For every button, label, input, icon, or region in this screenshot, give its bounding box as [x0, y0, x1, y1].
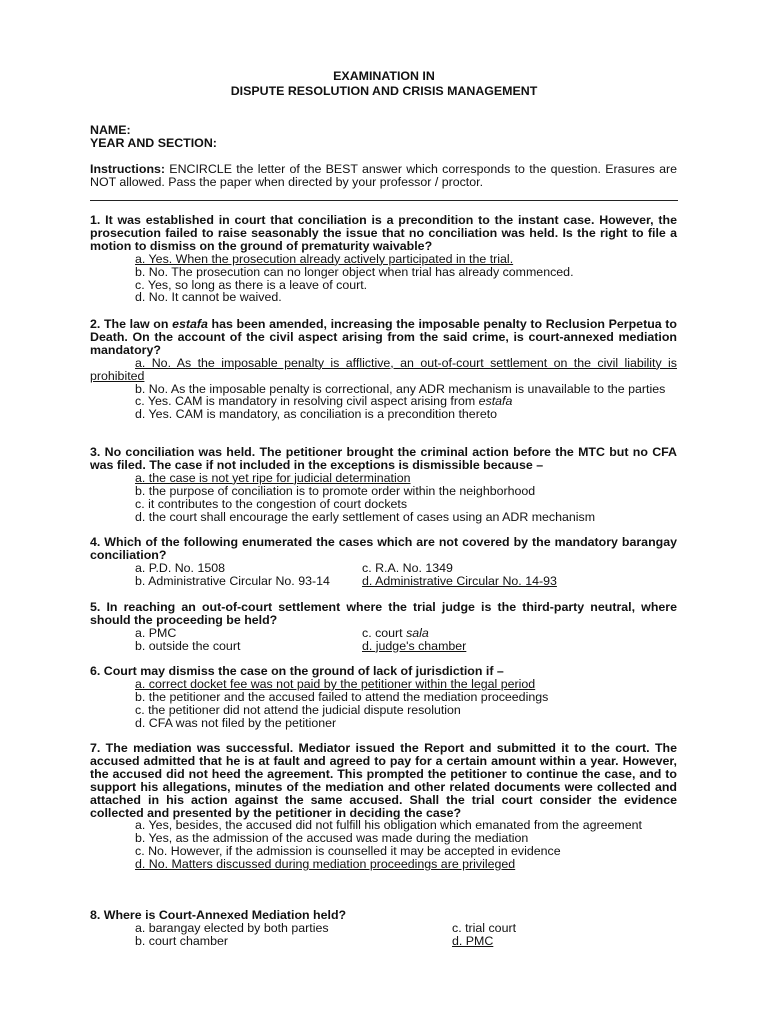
- question-1: [90, 214, 677, 304]
- choice-c[interactable]: c. it contributes to the congestion of court dockets: [135, 496, 408, 511]
- choice-b[interactable]: b. court chamber: [135, 933, 228, 948]
- choice-c[interactable]: c. trial court: [452, 920, 517, 935]
- question-8: [90, 909, 677, 948]
- choice-b[interactable]: b. Yes, as the admission of the accused was made during the mediation: [135, 831, 529, 846]
- choice-a[interactable]: [90, 357, 677, 383]
- choice-a[interactable]: [90, 472, 677, 485]
- choice-d[interactable]: d. Yes. CAM is mandatory, as conciliation is a precondition thereto: [135, 407, 498, 422]
- choice-a[interactable]: a. Yes, besides, the accused did not fulfill his obligation which emanated from the agreement: [135, 818, 642, 833]
- question-6: [90, 665, 677, 730]
- choice-a[interactable]: a. barangay elected by both parties: [135, 920, 329, 935]
- choice-c[interactable]: c. No. However, if the admission is counselled it may be accepted in evidence: [135, 844, 561, 859]
- choice-text: a. No. As the imposable penalty is afflictive, an out-of-court settlement on the civil liability is prohibited: [90, 355, 677, 383]
- choice-b[interactable]: b. No. The prosecution can no longer object when trial has already commenced.: [135, 264, 574, 279]
- choice-b[interactable]: b. Administrative Circular No. 93-14: [135, 573, 330, 588]
- choice-a[interactable]: [90, 678, 677, 691]
- question-stem: [90, 318, 677, 357]
- instructions-label: Instructions:: [90, 162, 166, 176]
- choice-c[interactable]: c. R.A. No. 1349: [362, 560, 453, 575]
- choice-d[interactable]: [452, 935, 493, 948]
- question-stem: 1. It was established in court that conciliation is a precondition to the instant case. However, the prosecution failed to raise seasonably the issue that no conciliation was held. Is the right to file a motion to dismiss on the ground of prematurity waivable?: [90, 213, 677, 253]
- question-stem: 3. No conciliation was held. The petitioner brought the criminal action before the MTC but no CFA was filed. The case if not included in the exceptions is dismissible because –: [90, 445, 677, 472]
- choice-d[interactable]: d. CFA was not filed by the petitioner: [135, 715, 337, 730]
- instructions: [90, 163, 677, 189]
- choice-italic: estafa: [478, 394, 513, 409]
- stem-part: has been amended, increasing the imposable penalty to Reclusion Perpetua to Death. On the account of the civil aspect arising from the said crime, is court-annexed mediation mandatory?: [90, 317, 678, 357]
- question-stem: 7. The mediation was successful. Mediator issued the Report and submitted it to the court. The accused admitted that he is at fault and agreed to pay for a certain amount within a year. However, the accused did not heed the agreement. This prompted the petitioner to continue the case, and to support his allegations, minutes of the mediation and other related documents were collected and attached in his action against the same accused. Shall the trial court consider the evidence collected and presented by the petitioner in deciding the case?: [90, 741, 677, 820]
- stem-italic: estafa: [172, 317, 208, 331]
- question-stem: 8. Where is Court-Annexed Mediation held?: [90, 908, 347, 922]
- choice-b[interactable]: b. No. As the imposable penalty is correctional, any ADR mechanism is unavailable to the parties: [135, 381, 666, 396]
- choice-a[interactable]: a. P.D. No. 1508: [135, 560, 226, 575]
- choice-b[interactable]: b. the purpose of conciliation is to promote order within the neighborhood: [135, 483, 536, 498]
- choice-text: c. Yes. CAM is mandatory in resolving civil aspect arising from: [135, 394, 479, 409]
- exam-title-line1: EXAMINATION IN: [333, 69, 435, 83]
- choice-c[interactable]: c. the petitioner did not attend the judicial dispute resolution: [135, 702, 461, 717]
- choice-text: d. judge's chamber: [362, 638, 467, 653]
- choice-row: [90, 640, 677, 653]
- choice-b[interactable]: b. outside the court: [135, 638, 241, 653]
- choice-text: c. court: [362, 625, 407, 640]
- choice-d[interactable]: [362, 575, 557, 588]
- choice-b[interactable]: b. the petitioner and the accused failed to attend the mediation proceedings: [135, 689, 549, 704]
- question-stem: 4. Which of the following enumerated the cases which are not covered by the mandatory barangay conciliation?: [90, 535, 677, 562]
- choice-text: a. correct docket fee was not paid by the petitioner within the legal period: [135, 676, 536, 691]
- year-section-label: YEAR AND SECTION:: [90, 136, 217, 150]
- name-label: NAME:: [90, 123, 131, 137]
- choice-text: a. the case is not yet ripe for judicial determination: [135, 470, 411, 485]
- choice-d[interactable]: [362, 640, 466, 653]
- question-7: [90, 742, 677, 871]
- choice-a[interactable]: a. PMC: [135, 625, 177, 640]
- choice-d[interactable]: d. No. It cannot be waived.: [135, 290, 282, 305]
- choice-c[interactable]: c. Yes, so long as there is a leave of court.: [135, 277, 368, 292]
- question-2: [90, 318, 677, 421]
- choice-text: d. PMC: [452, 933, 494, 948]
- choice-a[interactable]: [90, 253, 677, 266]
- question-stem: 5. In reaching an out-of-court settlement where the trial judge is the third-party neutral, where should the proceeding be held?: [90, 600, 677, 627]
- question-5: [90, 601, 677, 653]
- stem-part: 2. The law on: [90, 317, 173, 331]
- choice-row: [90, 575, 677, 588]
- choice-row: [90, 935, 677, 948]
- choice-row: [90, 922, 677, 935]
- choice-d[interactable]: d. the court shall encourage the early settlement of cases using an ADR mechanism: [135, 509, 596, 524]
- choice-text: d. No. Matters discussed during mediation proceedings are privileged: [135, 857, 516, 872]
- choice-text: a. Yes. When the prosecution already actively participated in the trial.: [135, 251, 514, 266]
- choice-d[interactable]: [90, 858, 677, 871]
- choice-text: d. Administrative Circular No. 14-93: [362, 573, 557, 588]
- instructions-text: ENCIRCLE the letter of the BEST answer which corresponds to the question. Erasures are NOT allowed. Pass the paper when directed by your professor / proctor.: [90, 162, 677, 189]
- question-3: [90, 446, 677, 523]
- question-stem: 6. Court may dismiss the case on the ground of lack of jurisdiction if –: [90, 664, 504, 678]
- exam-title-line2: DISPUTE RESOLUTION AND CRISIS MANAGEMENT: [230, 84, 538, 98]
- divider-line: [90, 200, 678, 201]
- question-4: [90, 536, 677, 588]
- choice-italic: sala: [406, 625, 429, 640]
